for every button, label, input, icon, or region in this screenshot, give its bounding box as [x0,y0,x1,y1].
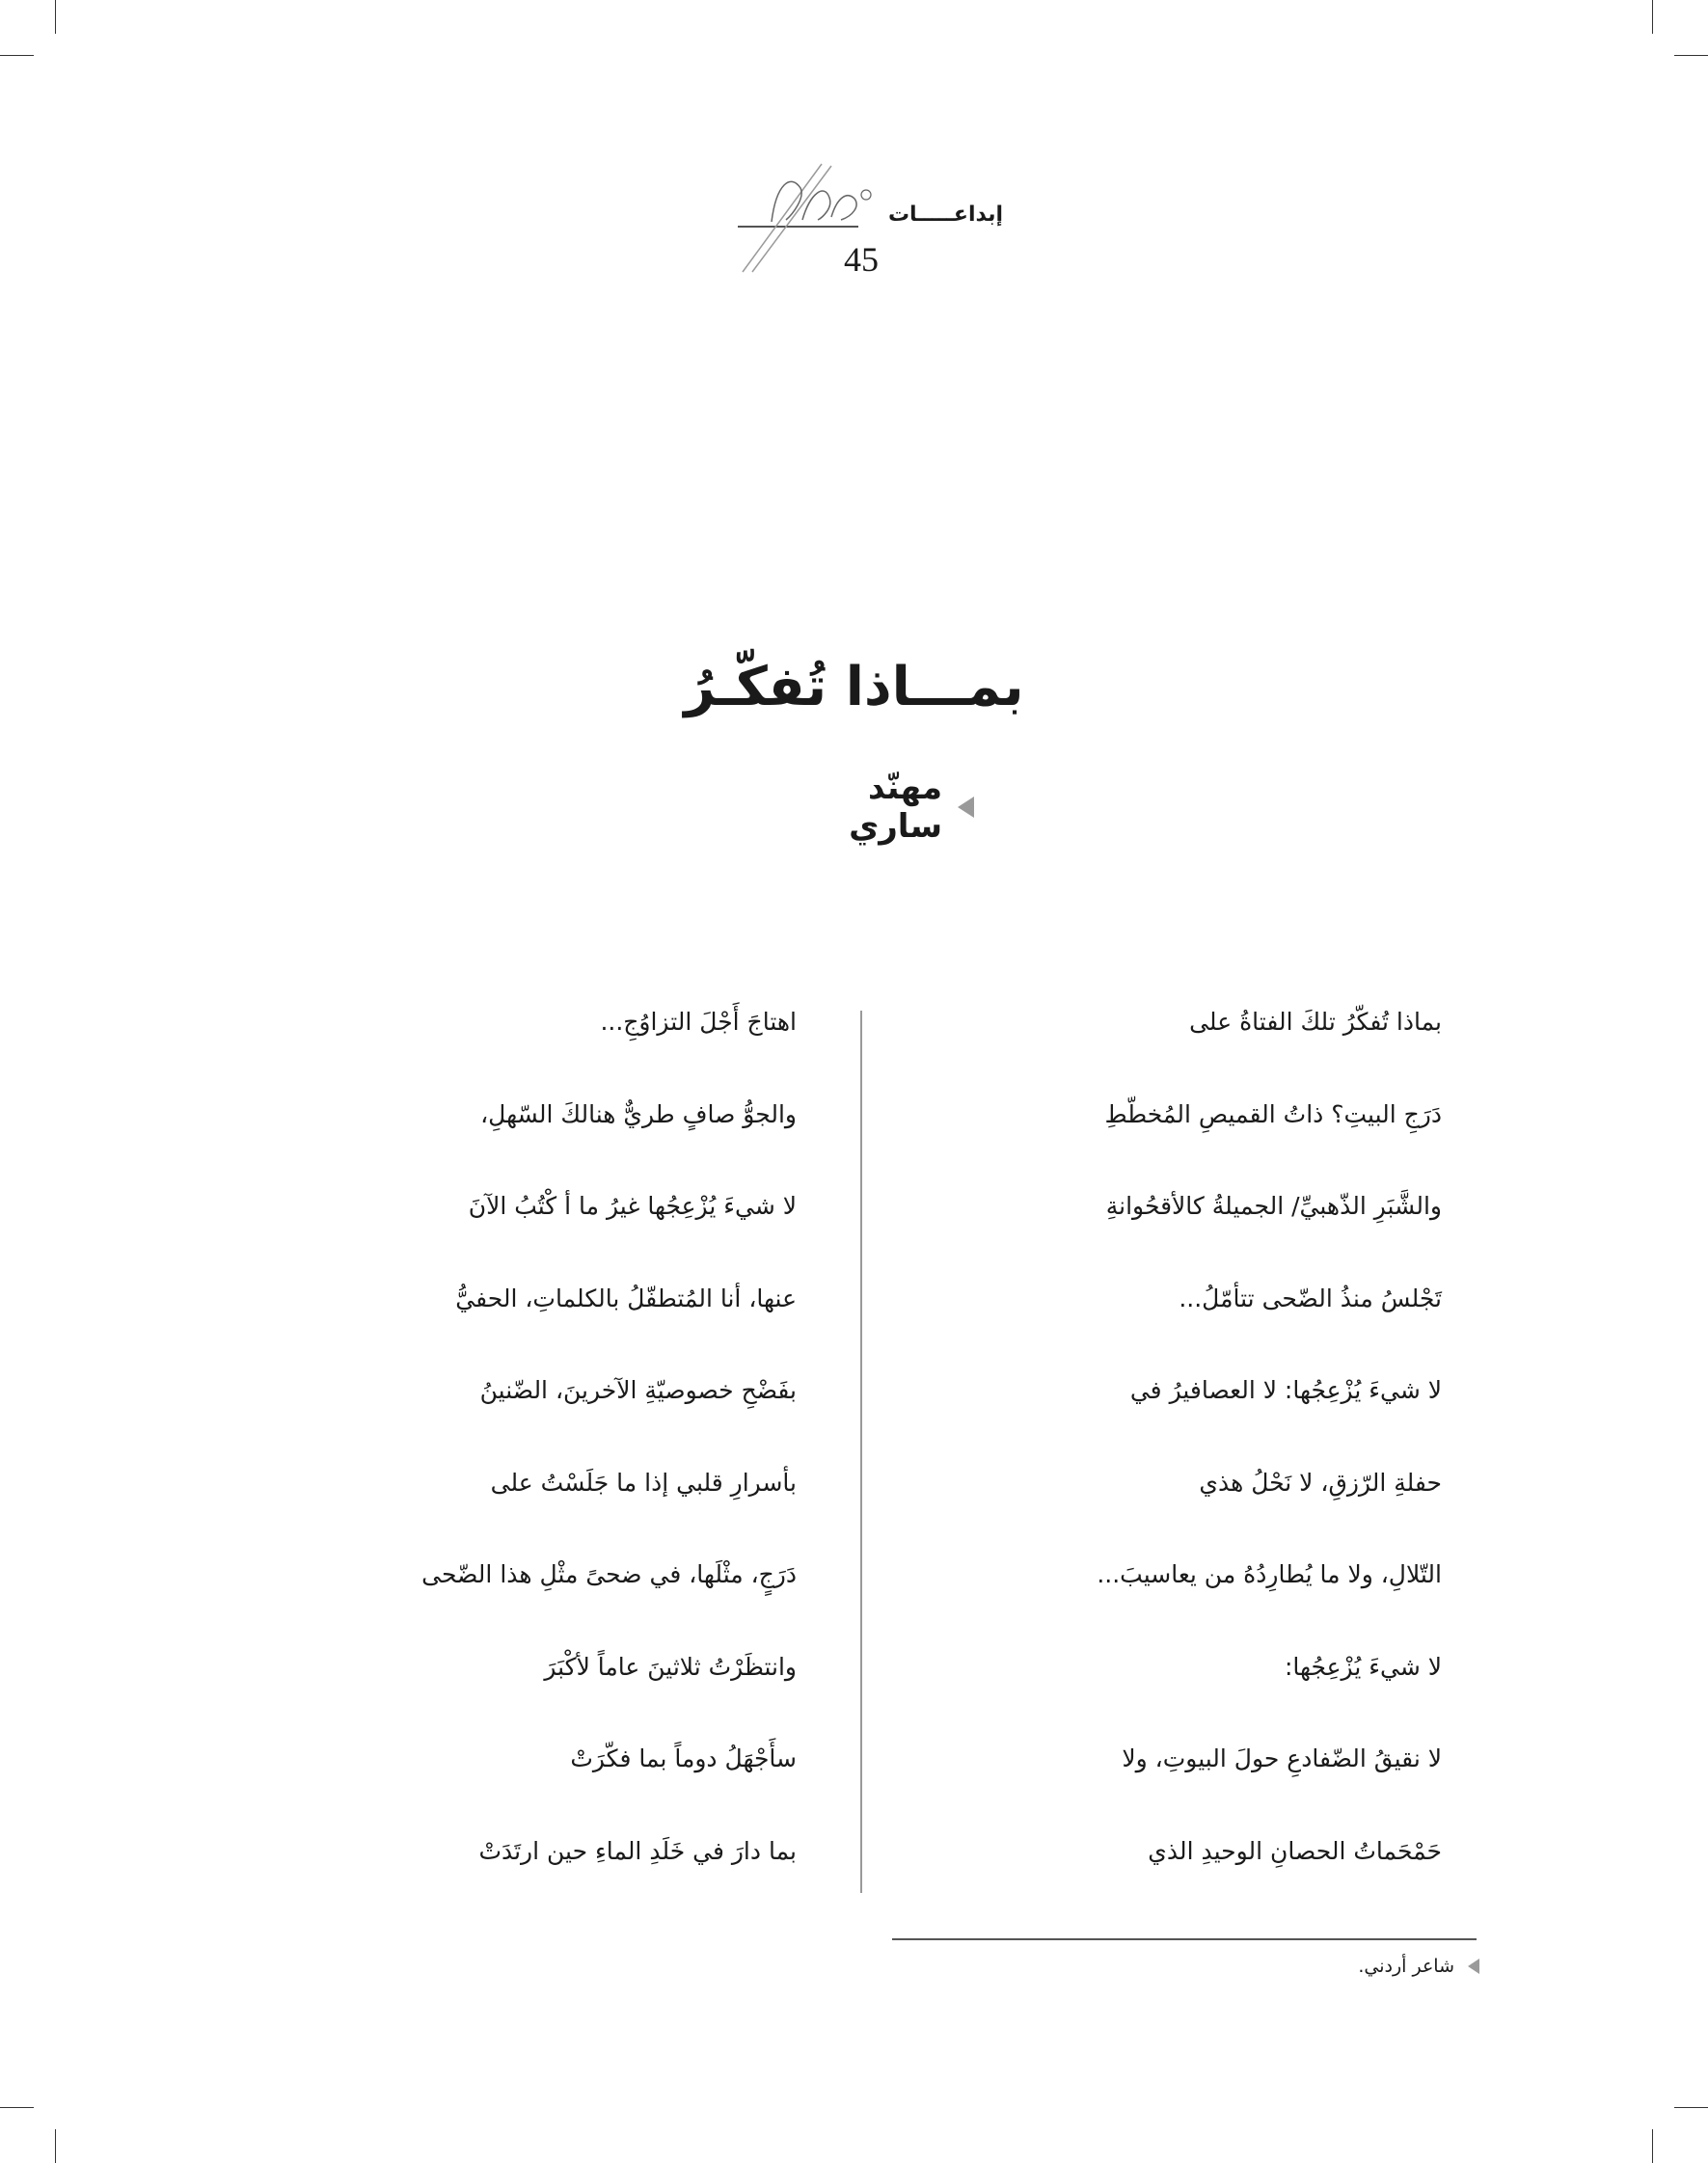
crop-mark [0,2107,34,2108]
poem-line: عنها، أنا المُتطفّلُ بالكلماتِ، الحفيُّ [455,1284,797,1312]
poem-line: بفَضْحِ خصوصيّةِ الآخرينَ، الضّنينُ [479,1376,797,1404]
poem-line: حفلةِ الرّزقِ، لا نَحْلُ هذي [1199,1468,1442,1497]
poem-line: والشَّبَرِ الذّهبيِّ/ الجميلةُ كالأقحُوانةِ [1105,1192,1442,1220]
poem-line: لا شيءَ يُزْعِجُها غيرُ ما أ كْتُبُ الآنَ [468,1192,797,1220]
left-triangle-icon [958,797,974,818]
poem-line: التّلالِ، ولا ما يُطارِدُهُ من يعاسيبَ... [1097,1560,1442,1588]
column-divider [860,1011,862,1893]
poem-line: اهتاجَ أَجْلَ التزاوُجِ... [600,1008,797,1036]
crop-mark [55,0,56,34]
page-number: 45 [844,240,879,279]
poem-line: بأسرارِ قلبي إذا ما جَلَسْتُ على [490,1468,797,1497]
poem-line: دَرَجٍ، مثْلَها، في ضحىً مثْلِ هذا الضّحى [421,1560,797,1588]
poem-line: تَجْلسُ منذُ الضّحى تتأمّلُ... [1179,1284,1442,1312]
poem-line: لا نقيقُ الضّفادعِ حولَ البيوتِ، ولا [1122,1744,1442,1772]
poem-line: لا شيءَ يُزْعِجُها: لا العصافيرُ في [1129,1376,1442,1404]
poem-column-right [940,993,1442,1914]
poem-title: بمـــاذا تُفكّـرُ [684,656,1024,718]
poem-column-left [257,993,797,1914]
poem-line: وانتظَرْتُ ثلاثينَ عاماً لأكْبَرَ [544,1652,797,1681]
section-label: إبداعـــــات [887,203,1003,227]
crop-mark [0,55,34,56]
author-name: مهنّد ساري [849,769,942,846]
poem-line: والجوُّ صافٍ طريٌّ هنالكَ السّهلِ، [480,1099,797,1128]
crop-mark [1674,55,1708,56]
crop-mark [1652,2129,1653,2163]
footnote [1358,1956,1479,1977]
crop-mark [55,2129,56,2163]
footnote-rule [892,1938,1477,1940]
poem-line: دَرَجِ البيتِ؟ ذاتُ القميصِ المُخطّطِ [1104,1099,1442,1128]
poem-line: حَمْحَماتُ الحصانِ الوحيدِ الذي [1148,1836,1442,1865]
running-header [733,145,1003,280]
left-triangle-icon [1468,1959,1479,1974]
poem-line: بما دارَ في خَلَدِ الماءِ حين ارتَدَتْ [478,1836,797,1865]
poem-line: سأَجْهَلُ دوماً بما فكّرَتْ [570,1744,797,1772]
footnote-text: شاعر أردني. [1358,1956,1454,1977]
crop-mark [1674,2107,1708,2108]
poem-line: لا شيءَ يُزْعِجُها: [1284,1652,1442,1681]
crop-mark [1652,0,1653,34]
poem-line: بماذا تُفكّرُ تلكَ الفتاةُ على [1189,1008,1442,1036]
author-line [772,769,974,846]
